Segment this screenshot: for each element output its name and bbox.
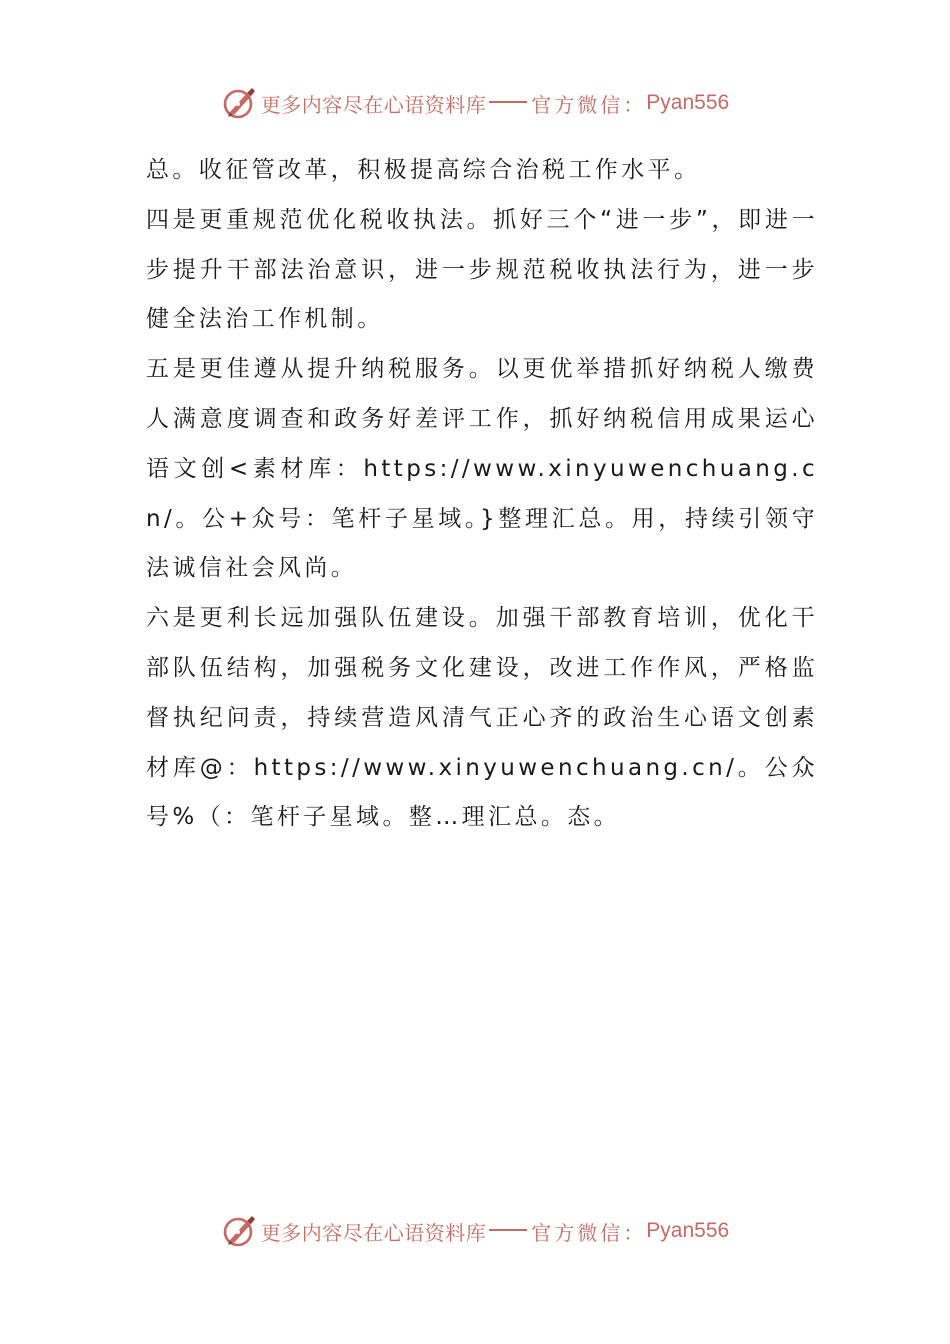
paragraph-4: 六是更利长远加强队伍建设。加强干部教育培训，优化干部队伍结构，加强税务文化建设，改进工作作风，严格监督执纪问责，持续营造风清气正心齐的政治生心语文创素材库@：https://www.xinyuwenchuang.cn/。公众号%（：笔杆子星域。整…理汇总。态。 xyxy=(146,605,818,831)
header-banner-content xyxy=(221,85,729,121)
banner-wechat-id: Pyan556 xyxy=(646,1219,730,1242)
document-body xyxy=(146,146,818,843)
footer-banner xyxy=(0,1209,950,1253)
header-banner xyxy=(0,81,950,125)
footer-banner-content xyxy=(221,1213,729,1249)
paragraph-3: 五是更佳遵从提升纳税服务。以更优举措抓好纳税人缴费人满意度调查和政务好差评工作，抓好纳税信用成果运心语文创<素材库：https://www.xinyuwenchuang.cn/。公+众号：笔杆子星域。}整理汇总。用，持续引领守法诚信社会风尚。 xyxy=(146,356,818,582)
banner-slogan: 更多内容尽在心语资料库 xyxy=(260,1220,487,1245)
banner-wechat-id: Pyan556 xyxy=(646,91,730,114)
banner-dash-divider xyxy=(489,101,527,103)
banner-official-label: 官方微信： xyxy=(531,1220,647,1245)
pen-logo-icon xyxy=(221,1213,257,1249)
banner-dash-divider xyxy=(489,1229,527,1231)
pen-logo-icon xyxy=(221,85,257,121)
banner-official-label: 官方微信： xyxy=(531,92,647,117)
paragraph-1: 总。收征管改革，积极提高综合治税工作水平。 xyxy=(146,157,701,183)
banner-slogan: 更多内容尽在心语资料库 xyxy=(260,92,487,117)
paragraph-2: 四是更重规范优化税收执法。抓好三个“进一步”，即进一步提升干部法治意识，进一步规范税收执法行为，进一步健全法治工作机制。 xyxy=(146,206,818,333)
